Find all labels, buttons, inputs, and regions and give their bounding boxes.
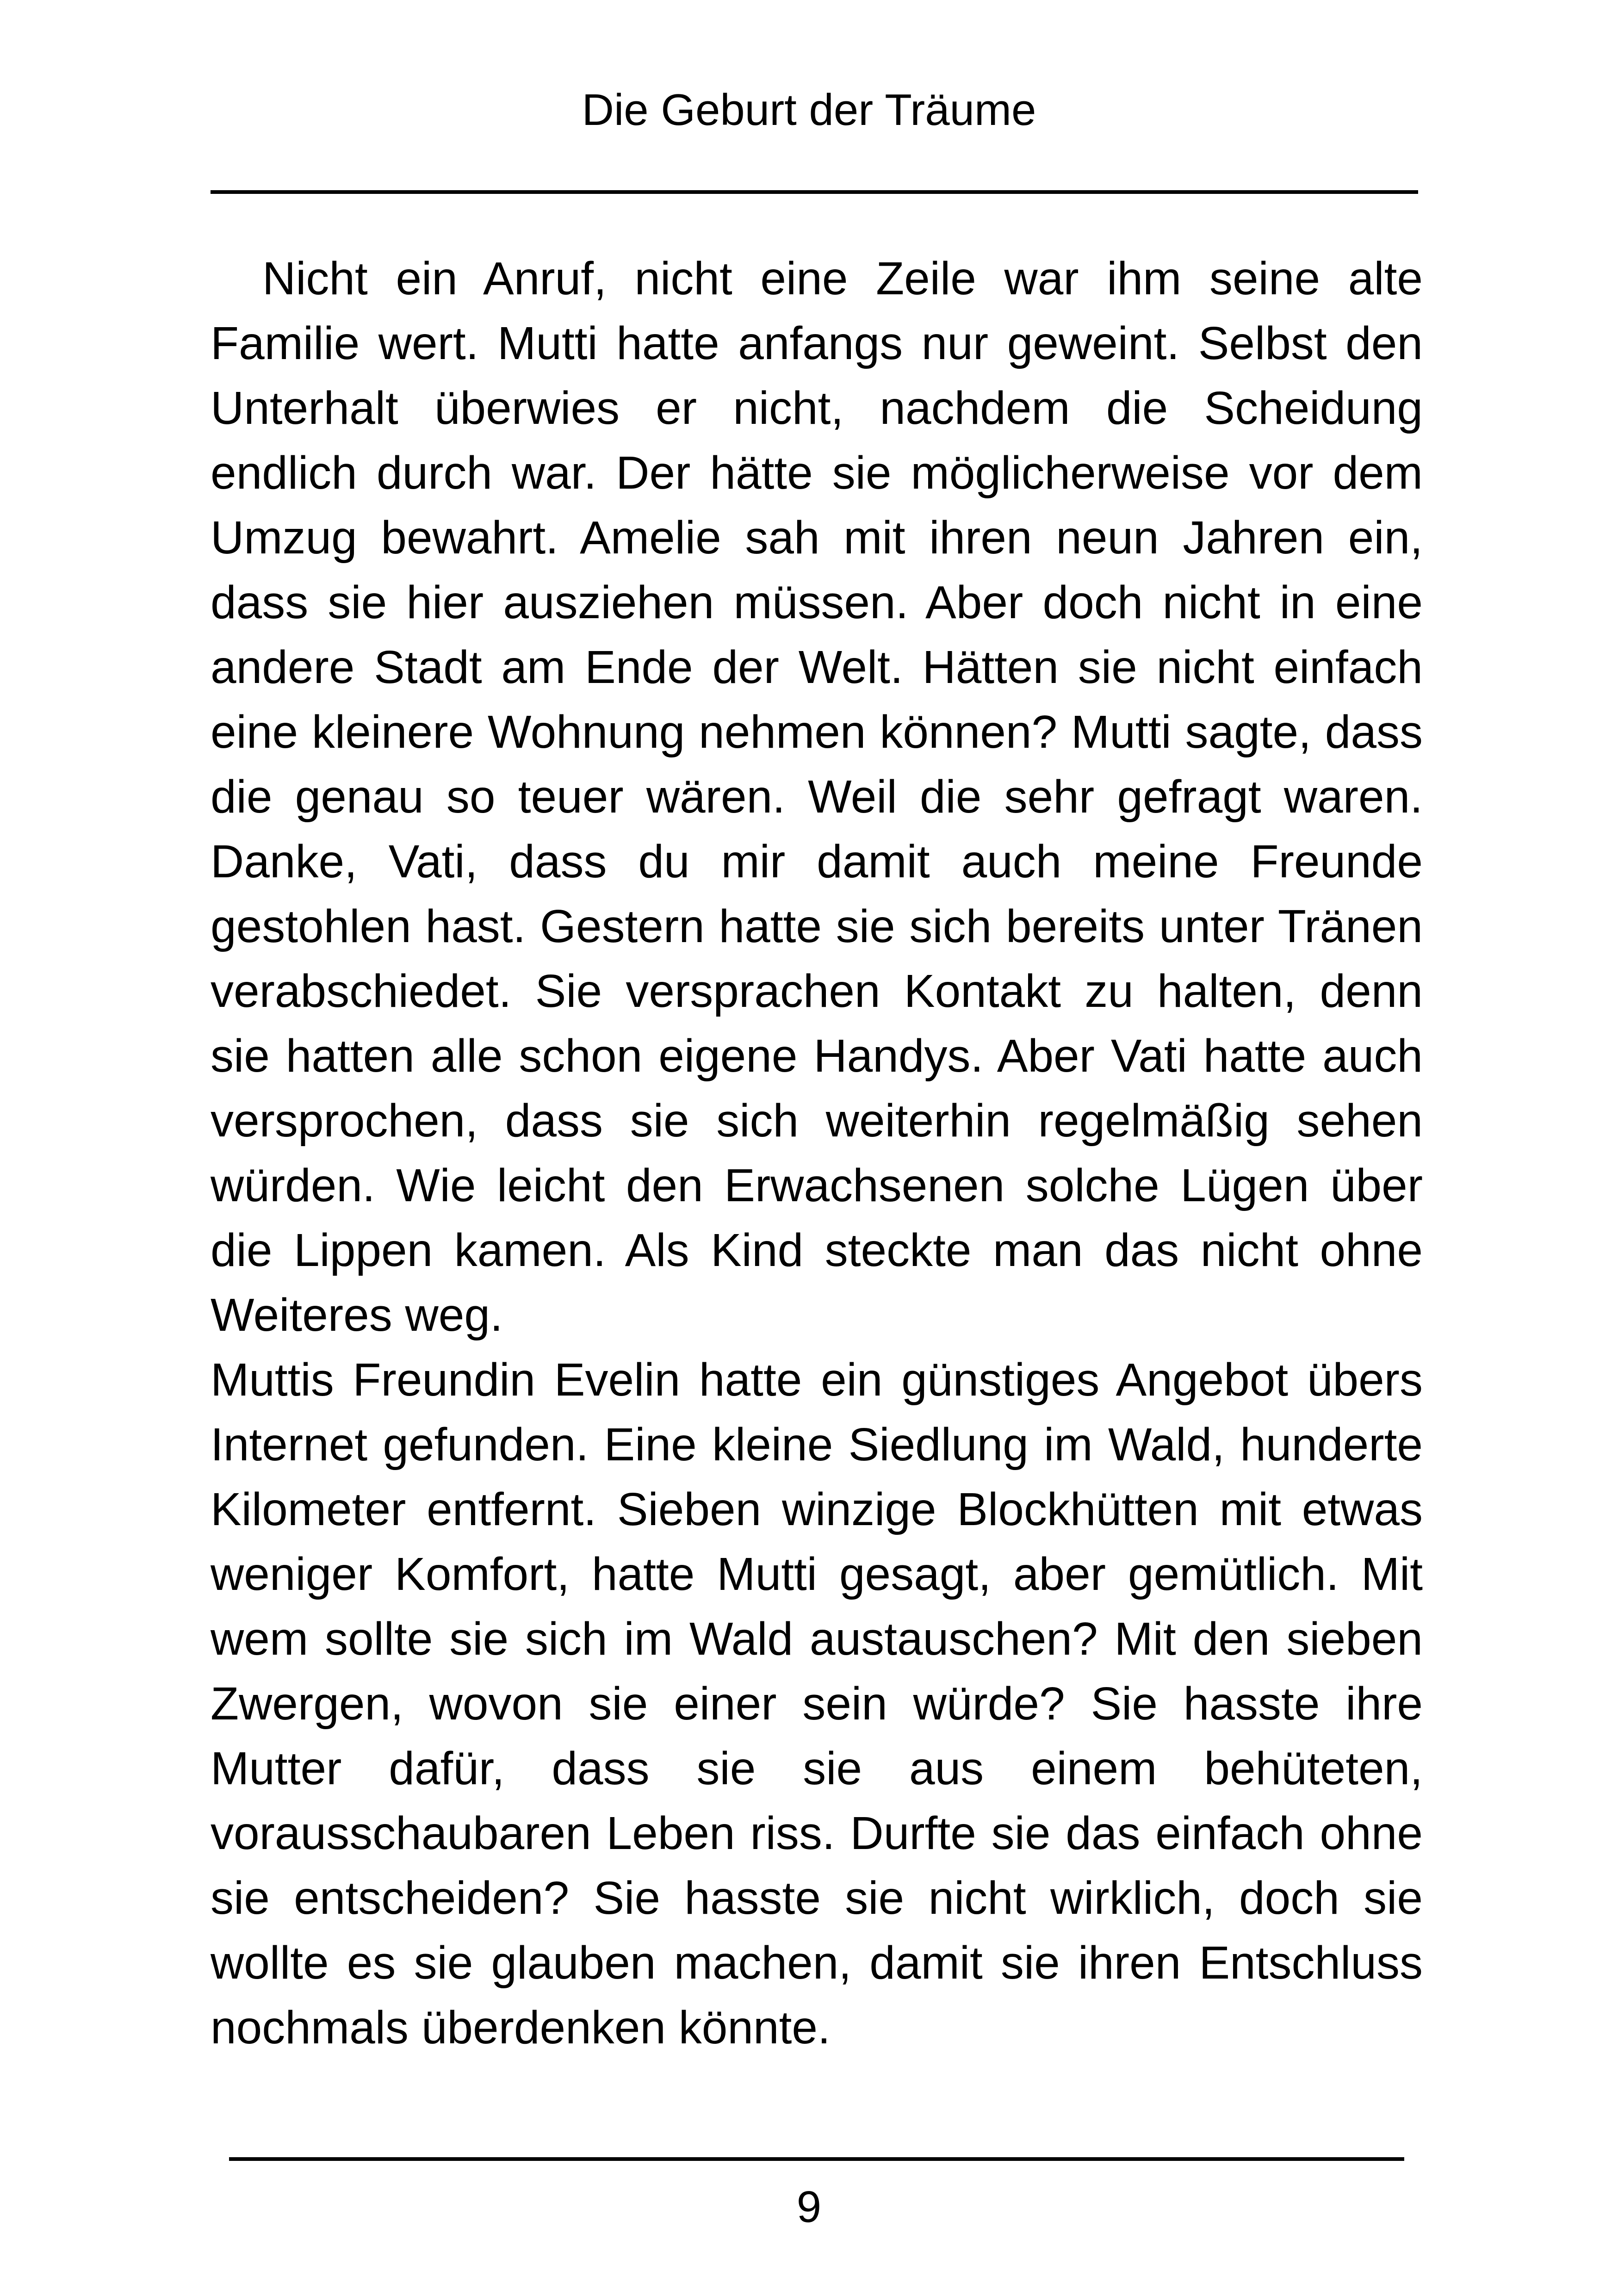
paragraph: Nicht ein Anruf, nicht eine Zeile war ihm seine alte Familie wert. Mutti hatte anfangs nur geweint. Selbst den Unterhalt überwies er nicht, nachdem die Scheidung endlich durch war. Der hätte sie möglicherweise vor dem Umzug bewahrt. Amelie sah mit ihren neun Jahren ein, dass sie hier ausziehen müssen. Aber doch nicht in eine andere Stadt am Ende der Welt. Hätten sie nicht einfach eine kleinere Wohnung nehmen können? Mutti sagte, dass die genau so teuer wären. Weil die sehr gefragt waren. Danke, Vati, dass du mir damit auch meine Freunde gestohlen hast. Gestern hatte sie sich bereits unter Tränen verabschiedet. Sie versprachen Kontakt zu halten, denn sie hatten alle schon eigene Handys. Aber Vati hatte auch versprochen, dass sie sich weiterhin regelmäßig sehen würden. Wie leicht den Erwachsenen solche Lügen über die Lippen kamen. Als Kind steckte man das nicht ohne Weiteres weg. bbox=[211, 253, 1423, 1341]
paragraph: Muttis Freundin Evelin hatte ein günstiges Angebot übers Internet gefunden. Eine kleine Siedlung im Wald, hunderte Kilometer entfernt. Sieben winzige Blockhütten mit etwas weniger Komfort, hatte Mutti gesagt, aber gemütlich. Mit wem sollte sie sich im Wald austauschen? Mit den sieben Zwergen, wovon sie einer sein würde? Sie hasste ihre Mutter dafür, dass sie sie aus einem behüteten, vorausschaubaren Leben riss. Durfte sie das einfach ohne sie entscheiden? Sie hasste sie nicht wirklich, doch sie wollte es sie glauben machen, damit sie ihren Entschluss nochmals überdenken könnte. bbox=[211, 1354, 1423, 2054]
page-body bbox=[211, 246, 1423, 2060]
footer-rule bbox=[229, 2157, 1404, 2161]
running-header: Die Geburt der Träume bbox=[582, 85, 1036, 135]
page-number: 9 bbox=[796, 2182, 822, 2232]
header-rule bbox=[211, 190, 1418, 194]
